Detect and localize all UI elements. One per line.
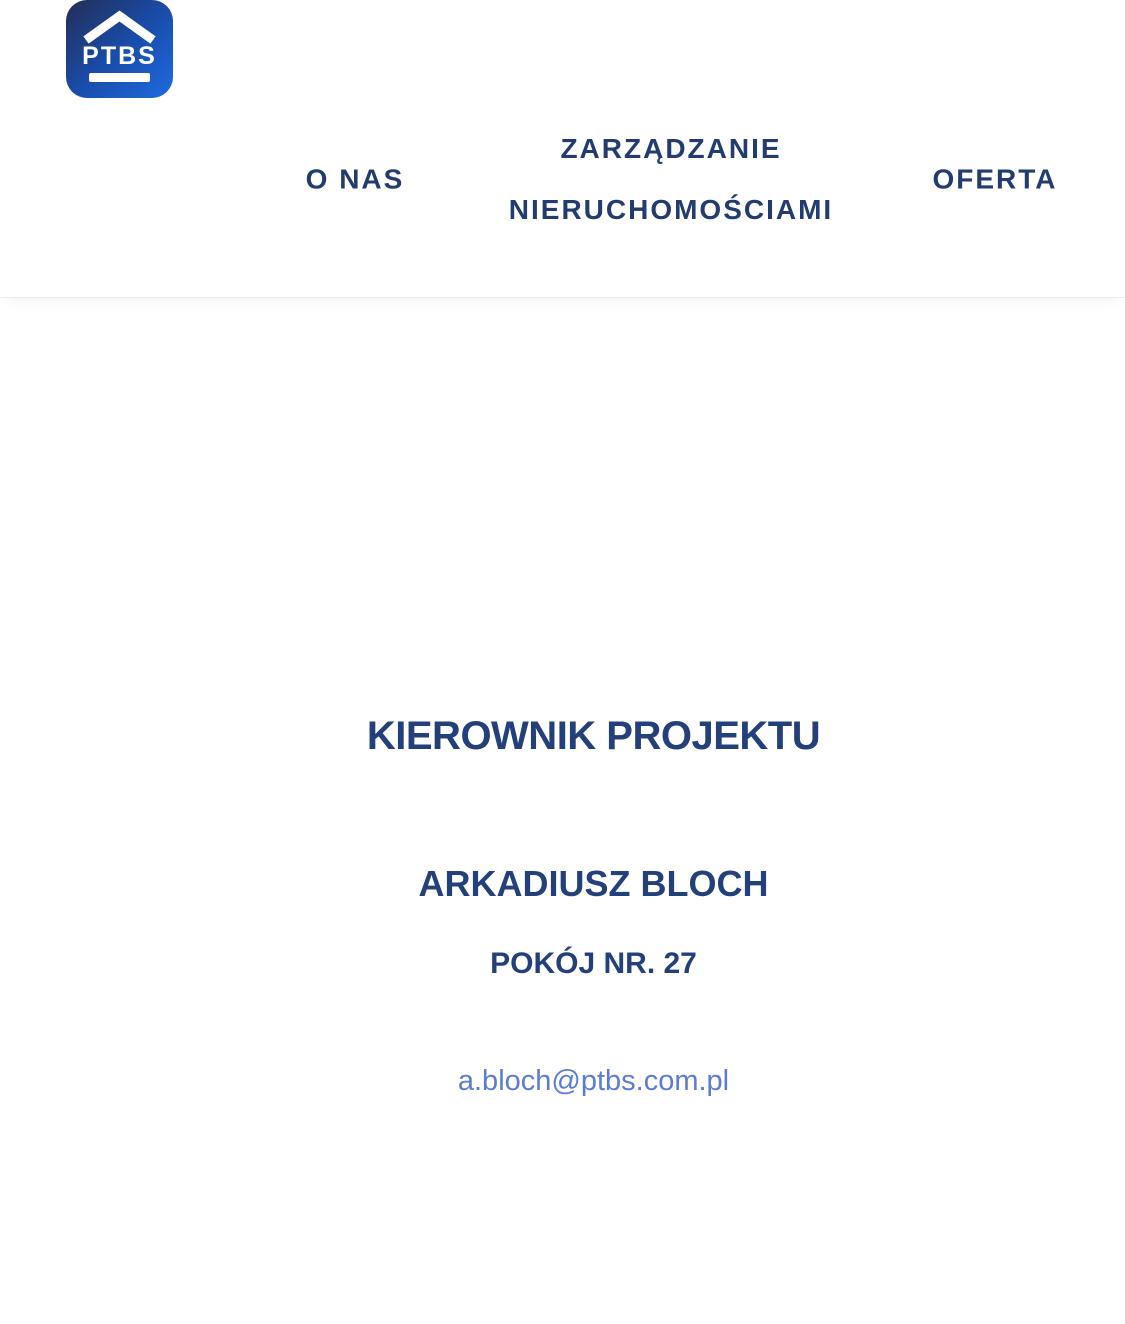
nav-item-oferta[interactable]: OFERTA bbox=[932, 163, 1058, 195]
logo-icon bbox=[66, 0, 173, 98]
site-header bbox=[0, 0, 1125, 298]
email-link[interactable]: a.bloch@ptbs.com.pl bbox=[457, 1065, 730, 1097]
logo-underline-bar bbox=[89, 73, 150, 82]
logo-text: PTBS bbox=[82, 42, 157, 70]
logo[interactable] bbox=[66, 0, 173, 98]
nav-item-zarzadzanie-nieruchomosciami[interactable]: ZARZĄDZANIE NIERUCHOMOŚCIAMI bbox=[508, 133, 834, 225]
room-number: POKÓJ NR. 27 bbox=[490, 947, 697, 980]
nav-item-o-nas[interactable]: O NAS bbox=[305, 163, 405, 195]
email-row bbox=[62, 1064, 1125, 1099]
person-name: ARKADIUSZ BLOCH bbox=[418, 863, 769, 904]
page-title: KIEROWNIK PROJEKTU bbox=[366, 714, 821, 758]
